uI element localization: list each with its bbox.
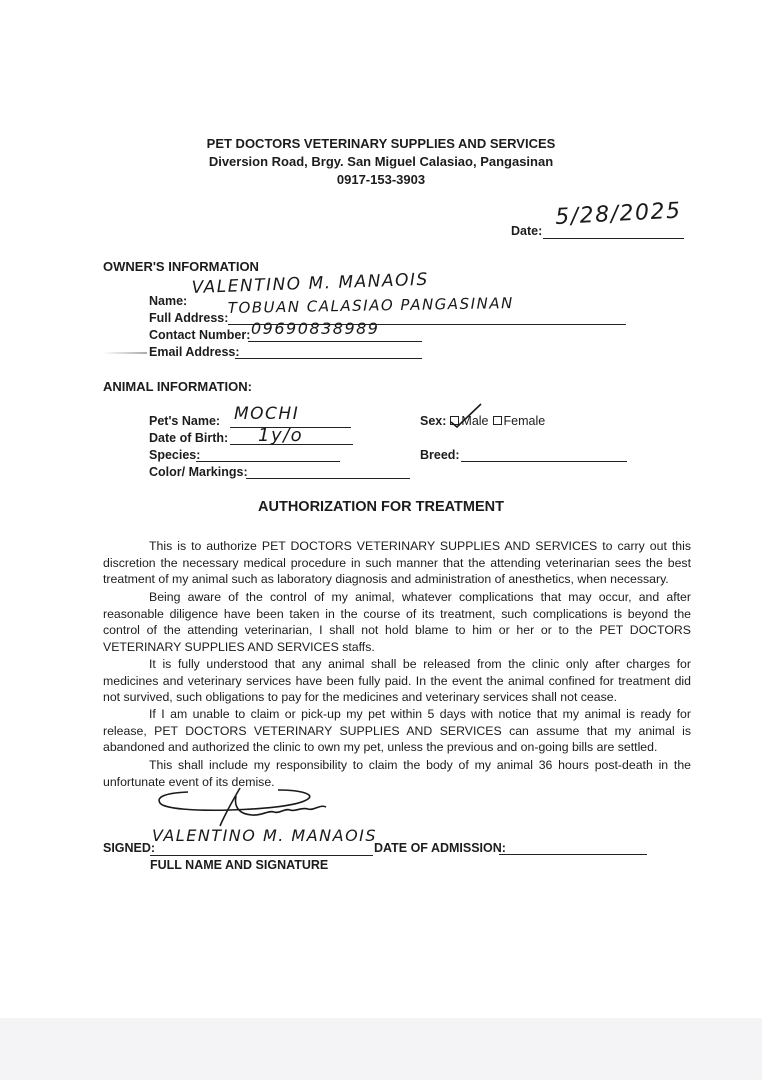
date-line xyxy=(543,238,684,239)
signed-line xyxy=(150,855,373,856)
scan-mark xyxy=(103,352,147,354)
pet-name-value: MOCHI xyxy=(234,404,300,424)
authorization-paragraph-3: It is fully understood that any animal shall be released from the clinic only after charges for medicines and veterinary services have been fully paid. In the event the animal confined for treatment did not survived, such obligations to pay for the medicines and veterinary services shall not cease. xyxy=(103,657,691,704)
signed-value: VALENTINO M. MANAOIS xyxy=(152,826,378,845)
color-label: Color/ Markings: xyxy=(149,465,248,479)
signature-caption: FULL NAME AND SIGNATURE xyxy=(150,858,329,872)
owner-address-label: Full Address: xyxy=(149,311,229,325)
owner-email-label: Email Address: xyxy=(149,345,240,359)
owner-contact-label: Contact Number: xyxy=(149,328,251,342)
authorization-paragraph-1: This is to authorize PET DOCTORS VETERINARY SUPPLIES AND SERVICES to carry out this discretion the necessary medical procedure in such manner that the attending veterinarian sees the best treatment of my animal such as laboratory diagnosis and administration of anesthetics, when necessary. xyxy=(103,539,691,586)
owner-contact-value: 09690838989 xyxy=(251,319,380,338)
authorization-paragraph-2: Being aware of the control of my animal, whatever complications that may occur, and after reasonable diligence have been taken in the course of its treatment, such complications is beyond the control of the attending veterinarian, I shall not hold blame to him or her or to the PET DOCTORS VETERINARY SUPPLIES AND SERVICES staffs. xyxy=(103,590,691,654)
color-line xyxy=(246,478,410,479)
signed-label: SIGNED: xyxy=(103,841,156,855)
authorization-paragraph-5: This shall include my responsibility to claim the body of my animal 36 hours post-death in the unfortunate event of its demise. xyxy=(103,758,691,789)
animal-heading: ANIMAL INFORMATION: xyxy=(103,379,252,394)
date-label: Date: xyxy=(511,224,543,238)
breed-line xyxy=(461,461,627,462)
dob-value: 1y/o xyxy=(258,425,304,446)
sex-female-option: Female xyxy=(503,414,546,428)
pet-name-label: Pet's Name: xyxy=(149,414,221,428)
clinic-phone: 0917-153-3903 xyxy=(336,172,426,187)
clinic-address: Diversion Road, Brgy. San Miguel Calasiao, Pangasinan xyxy=(208,154,554,169)
owner-name-value: VALENTINO M. MANAOIS xyxy=(191,269,430,298)
species-line xyxy=(196,461,340,462)
check-mark-icon xyxy=(448,402,484,428)
date-value: 5/28/2025 xyxy=(554,198,683,230)
admission-line xyxy=(499,854,647,855)
owner-address-value: TOBUAN CALASIAO PANGASINAN xyxy=(227,294,514,317)
species-label: Species: xyxy=(149,448,201,462)
sex-male-option: Male xyxy=(461,414,489,428)
admission-label: DATE OF ADMISSION: xyxy=(374,841,506,855)
sex-female-checkbox[interactable] xyxy=(493,416,502,425)
authorization-paragraph-4: If I am unable to claim or pick-up my pet within 5 days with notice that my animal is ready for release, PET DOCTORS VETERINARY SUPPLIES AND SERVICES can assume that my animal is abandoned and authorized the clinic to own my pet, unless the previous and on-going bills are settled. xyxy=(103,707,691,754)
authorization-title: AUTHORIZATION FOR TREATMENT xyxy=(258,499,504,515)
dob-label: Date of Birth: xyxy=(149,431,229,445)
owner-heading: OWNER'S INFORMATION xyxy=(103,259,259,274)
owner-name-label: Name: xyxy=(149,294,188,308)
owner-contact-line xyxy=(248,341,422,342)
sex-label: Sex: xyxy=(420,414,447,428)
breed-label: Breed: xyxy=(420,448,460,462)
clinic-name: PET DOCTORS VETERINARY SUPPLIES AND SERVICES xyxy=(206,136,556,151)
owner-email-line xyxy=(235,358,422,359)
scan-shadow xyxy=(0,1018,762,1080)
